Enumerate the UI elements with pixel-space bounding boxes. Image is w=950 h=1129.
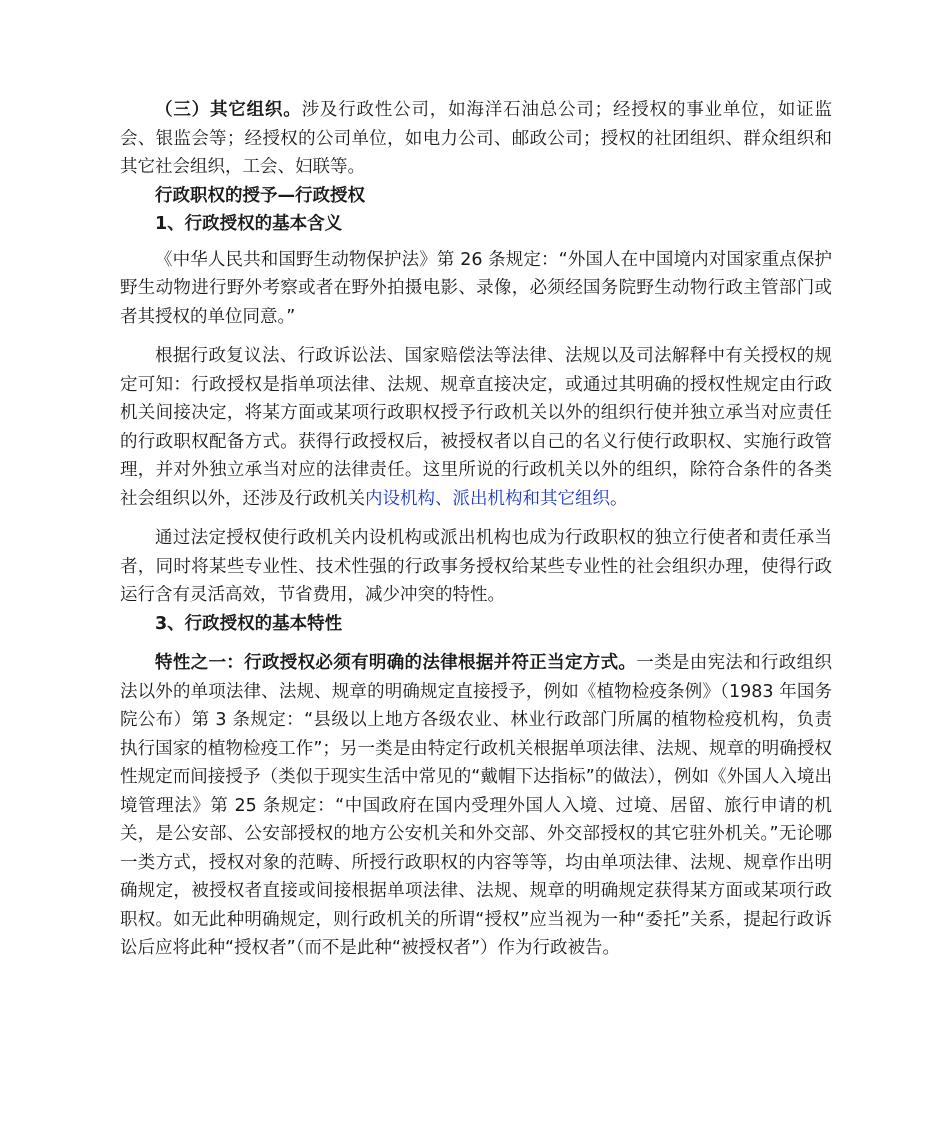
paragraph-lead-bold: 特性之一：行政授权必须有明确的法律根据并符正当定方式。: [155, 653, 637, 673]
paragraph-text: 涉及行政性公司，如海洋石油总公司；经授权的事业单位，如证监会、银监会等；经授权的公司单位，如电力公司、邮政公司；授权的社团组织、群众组织和其它社会组织，工会、妇联等。: [120, 100, 833, 177]
paragraph-authorization-definition: [120, 342, 832, 513]
paragraph-lead-bold: （三）其它组织。: [155, 100, 302, 120]
paragraph-text: 根据行政复议法、行政诉讼法、国家赔偿法等法律、法规以及司法解释中有关授权的规定可知：行政授权是指单项法律、法规、规章直接决定，或通过其明确的授权性规定由行政机关间接决定，将某方面或某项行政职权授予行政机关以外的组织行使并独立承当对应责任的行政职权配备方式。获得行政授权后，被授权者以自己的名义行使行政职权、实施行政管理，并对外独立承当对应的法律责任。这里所说的行政机关以外的组织，除符合条件的各类社会组织以外，还涉及行政机关: [120, 346, 832, 509]
paragraph-characteristic-one: [120, 649, 832, 963]
section-heading-administrative-authorization: 行政职权的授予—行政授权: [155, 185, 365, 206]
paragraph-text: 一类是由宪法和行政组织法以外的单项法律、法规、规章的明确规定直接授予，例如《植物检疫条例》（1983 年国务院公布）第 3 条规定：“县级以上地方各级农业、林业行政部门所属的植物检疫机构，负责执行国家的植物检疫工作”；另一类是由特定行政机关根据单项法律、法规、规章的明确授权性规定而间接授予（类似于现实生活中常见的“戴帽下达指标”的做法），例如《外国人入境出境管理法》第 25 条规定：“中国政府在国内受理外国人入境、过境、居留、旅行申请的机关，是公安部、公安部授权的地方公安机关和外交部、外交部授权的其它驻外机关。”无论哪一类方式，授权对象的范畴、所授行政职权的内容等等，均由单项法律、法规、规章作出明确规定，被授权者直接或间接根据单项法律、法规、规章的明确规定获得某方面或某项行政职权。如无此种明确规定，则行政机关的所谓“授权”应当视为一种“委托”关系，提起行政诉讼后应将此种“授权者”（而不是此种“被授权者”）作为行政被告。: [120, 653, 833, 958]
paragraph-statutory-authorization: 通过法定授权使行政机关内设机构或派出机构也成为行政职权的独立行使者和责任承当者，同时将某些专业性、技术性强的行政事务授权给某些专业性的社会组织办理，使得行政运行含有灵活高效，节省费用，减少冲突的特性。: [120, 528, 832, 605]
paragraph-wildlife-law-quote: 《中华人民共和国野生动物保护法》第 26 条规定：“外国人在中国境内对国家重点保护野生动物进行野外考察或者在野外拍摄电影、录像，必须经国务院野生动物行政主管部门或者其授权的单位同意。”: [120, 249, 832, 327]
document-page: [120, 96, 832, 963]
section-heading-basic-characteristics: 3、行政授权的基本特性: [155, 613, 343, 634]
highlighted-link-text[interactable]: 内设机构、派出机构和其它组织: [365, 488, 610, 509]
section-heading-basic-meaning: 1、行政授权的基本含义: [155, 214, 343, 234]
paragraph-other-organizations: [120, 96, 832, 182]
paragraph-text-end: 。: [610, 488, 628, 509]
